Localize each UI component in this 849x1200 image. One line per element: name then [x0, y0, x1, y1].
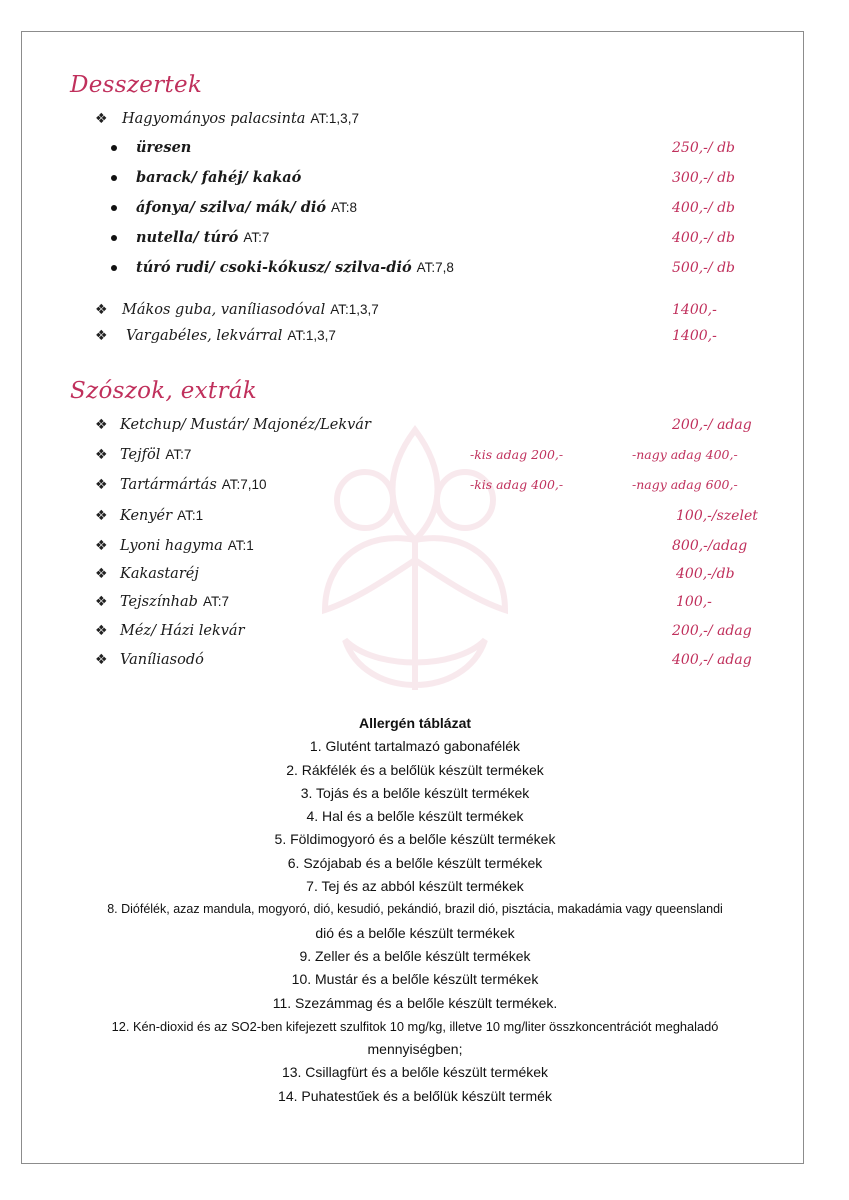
sub-item [0, 195, 849, 221]
sub-item [0, 165, 849, 191]
sub-item [0, 135, 849, 161]
item-price: 400,-/db [676, 566, 735, 582]
menu-item [0, 442, 849, 468]
four-diamond-icon: ❖ [95, 508, 108, 524]
desserts-heading: Desszertek [70, 72, 203, 98]
item-name: nutella/ túró AT:7 [136, 229, 270, 246]
item-price: 100,- [676, 594, 712, 610]
menu-item-palacsinta [0, 106, 849, 132]
item-price: 400,-/ db [672, 200, 735, 216]
four-diamond-icon: ❖ [95, 538, 108, 554]
item-name: Tartármártás AT:7,10 [120, 477, 267, 493]
item-price: 1400,- [672, 302, 717, 318]
item-name: Tejszínhab AT:7 [120, 594, 229, 610]
sub-item [0, 255, 849, 281]
item-name: Méz/ Házi lekvár [120, 623, 245, 639]
item-name: Hagyományos palacsinta AT:1,3,7 [122, 111, 359, 127]
allergen-line: 1. Glutént tartalmazó gabonafélék [309, 738, 521, 755]
four-diamond-icon: ❖ [95, 623, 108, 639]
four-diamond-icon: ❖ [95, 328, 108, 344]
four-diamond-icon: ❖ [95, 447, 108, 463]
item-price: 250,-/ db [672, 140, 735, 156]
menu-item [0, 323, 849, 349]
bullet-icon [111, 145, 117, 151]
four-diamond-icon: ❖ [95, 566, 108, 582]
allergen-table [60, 712, 770, 1108]
menu-item [0, 533, 849, 559]
allergen-line: 7. Tej és az abból készült termékek [306, 878, 524, 895]
sub-item [0, 225, 849, 251]
four-diamond-icon: ❖ [95, 652, 108, 668]
four-diamond-icon: ❖ [95, 111, 108, 127]
item-price-large: -nagy adag 600,- [632, 477, 738, 492]
menu-item [0, 503, 849, 529]
item-name: Mákos guba, vaníliasodóval AT:1,3,7 [122, 302, 379, 318]
item-price: 100,-/szelet [676, 508, 758, 524]
item-price: 400,-/ adag [672, 652, 752, 668]
item-price-small: -kis adag 200,- [470, 447, 564, 462]
allergen-line: 11. Szezámmag és a belőle készült termékek. [272, 994, 558, 1011]
menu-item [0, 589, 849, 615]
item-price: 500,-/ db [672, 260, 735, 276]
item-name: Kakastaréj [120, 566, 199, 582]
item-name: Ketchup/ Mustár/ Majonéz/Lekvár [120, 417, 371, 433]
allergen-line: 5. Földimogyoró és a belőle készült termékek [274, 831, 556, 848]
allergen-line: 12. Kén-dioxid és az SO2-ben kifejezett szulfitok 10 mg/kg, illetve 10 mg/liter összkoncentrációt meghaladó [111, 1018, 719, 1034]
item-price: 1400,- [672, 328, 717, 344]
allergen-line: 8. Diófélék, azaz mandula, mogyoró, dió, kesudió, pekándió, brazil dió, pisztácia, makadámia vagy queenslandi [107, 902, 723, 917]
menu-item [0, 561, 849, 587]
menu-item [0, 618, 849, 644]
item-name: túró rudi/ csoki-kókusz/ szilva-dió AT:7,8 [136, 259, 454, 276]
allergen-line: 10. Mustár és a belőle készült termékek [291, 971, 539, 988]
allergen-line: 14. Puhatestűek és a belőlük készült termék [278, 1087, 552, 1104]
allergen-table-title: Allergén táblázat [358, 715, 472, 731]
item-price: 300,-/ db [672, 170, 735, 186]
item-name: üresen [136, 139, 192, 156]
allergen-line: 2. Rákfélék és a belőlük készült termékek [286, 761, 544, 778]
allergen-line: mennyiségben; [367, 1041, 463, 1058]
allergen-line: 9. Zeller és a belőle készült termékek [299, 947, 531, 964]
menu-item [0, 647, 849, 673]
item-price: 200,-/ adag [672, 623, 752, 639]
menu-item [0, 297, 849, 323]
item-price: 400,-/ db [672, 230, 735, 246]
item-name: Vaníliasodó [120, 652, 204, 668]
sauces-heading: Szószok, extrák [70, 378, 258, 404]
four-diamond-icon: ❖ [95, 417, 108, 433]
bullet-icon [111, 265, 117, 271]
allergen-line: 13. Csillagfürt és a belőle készült termékek [281, 1064, 549, 1081]
bullet-icon [111, 175, 117, 181]
allergen-line: 3. Tojás és a belőle készült termékek [300, 784, 530, 801]
item-name: Kenyér AT:1 [120, 508, 204, 524]
bullet-icon [111, 235, 117, 241]
allergen-line: 6. Szójabab és a belőle készült termékek [287, 854, 543, 871]
item-name: áfonya/ szilva/ mák/ dió AT:8 [136, 199, 358, 216]
menu-item [0, 472, 849, 498]
allergen-line: dió és a belőle készült termékek [315, 924, 515, 941]
allergen-line: 4. Hal és a belőle készült termékek [306, 808, 524, 825]
item-name: Vargabéles, lekvárral AT:1,3,7 [126, 328, 336, 344]
four-diamond-icon: ❖ [95, 594, 108, 610]
item-price-small: -kis adag 400,- [470, 477, 564, 492]
item-price: 200,-/ adag [672, 417, 752, 433]
item-price-large: -nagy adag 400,- [632, 447, 738, 462]
four-diamond-icon: ❖ [95, 302, 108, 318]
four-diamond-icon: ❖ [95, 477, 108, 493]
item-name: barack/ fahéj/ kakaó [136, 169, 302, 186]
menu-item [0, 412, 849, 438]
bullet-icon [111, 205, 117, 211]
item-price: 800,-/adag [672, 538, 748, 554]
item-name: Tejföl AT:7 [120, 447, 192, 463]
item-name: Lyoni hagyma AT:1 [120, 538, 254, 554]
